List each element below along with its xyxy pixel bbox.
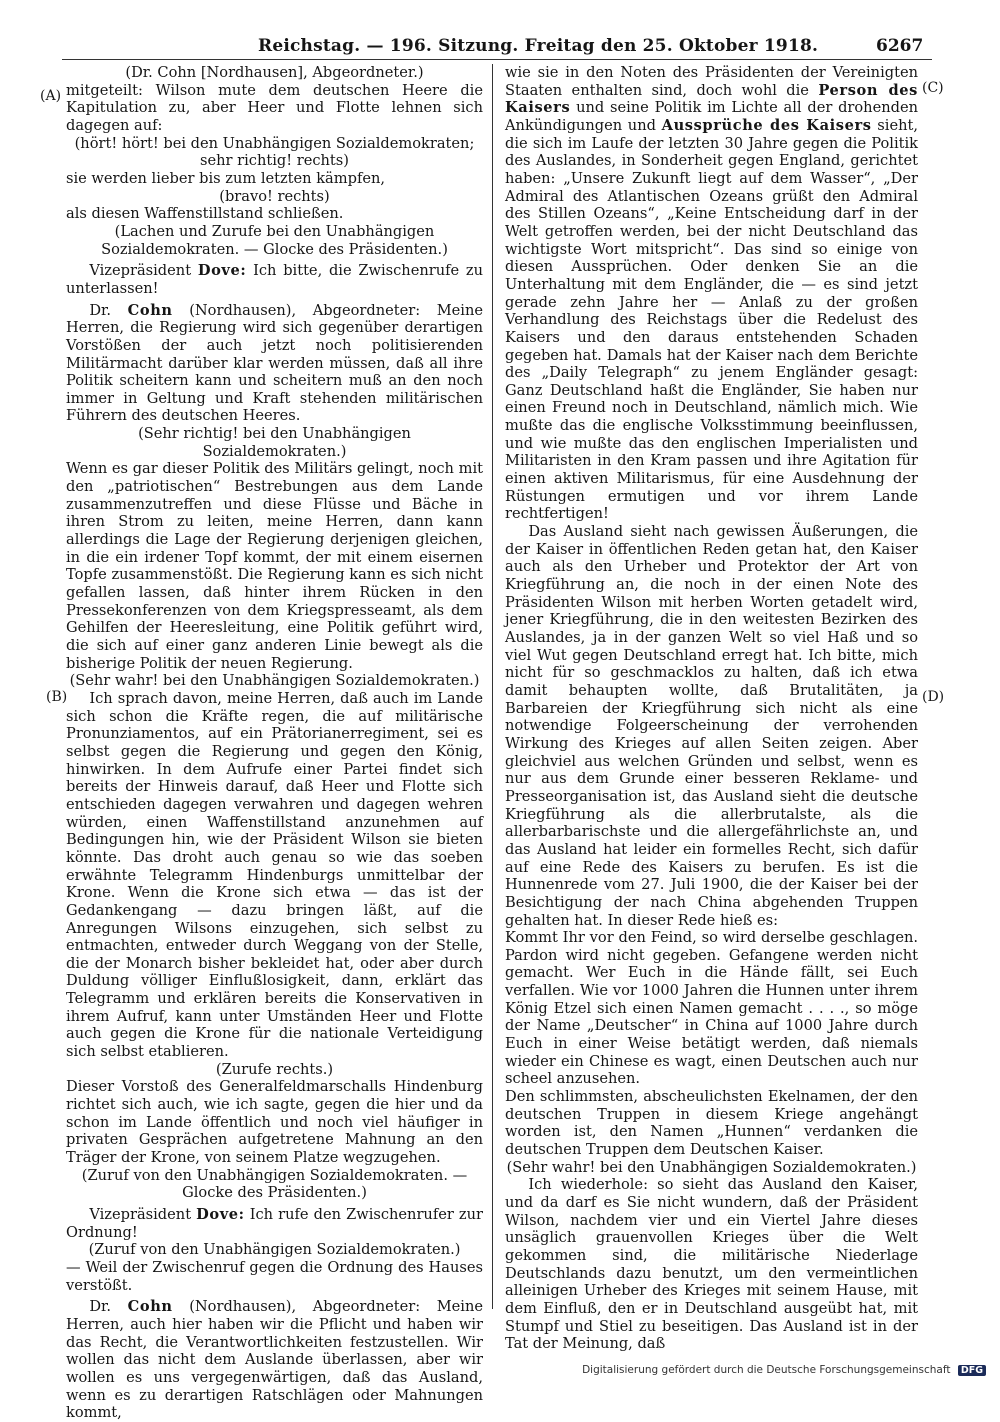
title: Dr. [89, 1298, 128, 1316]
speaker-continuation: (Dr. Cohn [Nordhausen], Abgeordneter.) [125, 64, 424, 81]
text-run: und seine Politik im Lichte all der drohenden Ankündigungen und [505, 99, 918, 134]
paragraph: Ich sprach davon, meine Herren, daß auch im Lande sich schon die Kräfte regen, die auf militärische Pronunziamentos, auf ein Prätorianerregiment, sei es selbst gegen die Regierung und gegen den König, hinwirken. In dem Aufrufe einer Partei findet sich bereits der Hinweis darauf, daß Heer und Flotte sich entschieden dagegen verwahren und dagegen wehren würden, einen Waffenstillstand anzunehmen auf Bedingungen hin, wie der Präsident Wilson sie bieten könnte. Das droht auch genau so wie das soeben erwähnte Telegramm Hindenburgs unmittelbar der Krone. Wenn die Krone sich etwa — das ist der Gedankengang — dazu bringen läßt, auf die Anregungen Wilsons einzugehen, sich selbst zu entmachten, entweder durch Weggang von der Stelle, die der Monarch bisher bekleidet hat, oder aber durch Duldung völliger Einflußlosigkeit, dann, erklärt das Telegramm und erklären bereits die Konservativen in ihrem Aufruf, kann unter Umständen Heer und Flotte auch gegen die Krone für die nationale Verteidigung sich selbst etablieren. [66, 689, 483, 1061]
text-run: sieht, die sich im Laufe der letzten 30 Jahre gegen die Politik des Auslandes, in Sonderheit gegen England, gerichtet haben: „Unsere Zukunft liegt auf dem Wasser“, „Der Admiral des Atlantischen Ozeans grüßt den Admiral des Stillen Ozeans“, „Keine Entscheidung darf in der Welt getroffen werden, bei der nicht Deutschland das wichtigste Wort mitspricht“. Das sind so einige von diesen Aussprüchen. Oder denken Sie an die Unterhaltung mit dem Engländer, die — es sind jetzt gerade zehn Jahre her — Anlaß zu der großen Verhandlung des Reichstags über die Redelust des Kaisers und den daraus entstehenden Schaden gegeben hat. Damals hat der Kaiser nach dem Berichte des „Daily Telegraph“ zu jenem Engländer gesagt: Ganz Deutschland haßt die Engländer, Sie haben nur einen Freund noch in Deutschland, nämlich mich. Wie mußte das die englische Volksstimmung beeinflussen, und wie mußte das den englischen Imperialisten und Militaristen in den Kram passen und ihre Agitation für einen aktiven Militarismus, für eine Ausdehnung der Rüstungen ermutigen und vor ihrem Lande rechtfertigen! [505, 116, 918, 523]
speaker-name: Cohn [127, 1298, 173, 1316]
interjection: (Zurufe rechts.) [215, 1060, 334, 1078]
role: Vizepräsident [89, 262, 198, 280]
margin-marker-c: (C) [922, 80, 944, 96]
paragraph [505, 64, 918, 523]
speech-text: (Nordhausen), Abgeordneter: Meine Herren, die Regierung wird sich gegenüber derartigen Vorstößen der auch jetzt noch politisierenden Militärmacht darüber klar werden müssen, daß all ihre Politik scheitern kann und scheitern muß an den noch immer in Geltung und Kraft stehenden militärischen Führern des deutschen Heeres. [66, 301, 483, 425]
paragraph: sie werden lieber bis zum letzten kämpfen, [66, 169, 386, 187]
speech-paragraph [66, 1298, 483, 1422]
paragraph: als diesen Waffenstillstand schließen. [66, 205, 344, 223]
running-header: Reichstag. — 196. Sitzung. Freitag den 25. Oktober 1918. [258, 36, 819, 56]
paragraph: Wenn es gar dieser Politik des Militärs gelingt, noch mit den „patriotischen“ Bestrebungen aus dem Lande zusammenzutreffen und diese Flüsse und Bäche in ihren Strom zu leiten, meine Herren, dann kann allerdings die Lage der Regierung derjenigen gleichen, in die ein irdener Topf kommt, der mit einem eisernen Topfe zusammenstößt. Die Regierung kann es sich nicht gefallen lassen, daß hinter ihrem Rücken in den Pressekonferenzen von dem Kriegspresseamt, als dem Gehilfen der Heeresleitung, eine Politik geführt wird, die sich auf einer ganz anderen Linie bewegt als die bisherige Politik der neuen Regierung. [66, 460, 483, 672]
header-rule [62, 59, 932, 60]
interjection: (Sehr wahr! bei den Unabhängigen Sozialdemokraten.) [506, 1158, 917, 1176]
interjection: (hört! hört! bei den Unabhängigen Sozialdemokraten; sehr richtig! rechts) [74, 134, 475, 170]
interjection: (Zuruf von den Unabhängigen Sozialdemokraten.) [88, 1241, 461, 1259]
margin-marker-b: (B) [46, 689, 68, 705]
interjection: (bravo! rechts) [219, 187, 330, 205]
column-rule [492, 64, 493, 1309]
speech-text: (Nordhausen), Abgeordneter: Meine Herren, auch hier haben wir die Pflicht und haben wir das Recht, die Verantwortlichkeiten festzustellen. Wir wollen das nicht dem Auslande überlassen, aber wir wollen es uns vergegenwärtigen, daß das Ausland, wenn es zu derartigen Ratschlägen oder Mahnungen kommt, [66, 1298, 483, 1422]
interjection: (Zuruf von den Unabhängigen Sozialdemokraten. — Glocke des Präsidenten.) [81, 1166, 468, 1202]
speech-paragraph [66, 1206, 483, 1241]
emphasis: Person des Kaisers [505, 81, 919, 117]
footer-text: Digitalisierung gefördert durch die Deutsche Forschungsgemeinschaft [582, 1364, 951, 1376]
left-column [66, 64, 483, 1422]
paragraph: mitgeteilt: Wilson mute dem deutschen Heere die Kapitulation zu, aber Heer und Flotte lehnen sich dagegen auf: [66, 81, 483, 134]
speaker-name: Cohn [127, 301, 173, 319]
interjection: (Sehr wahr! bei den Unabhängigen Sozialdemokraten.) [69, 672, 480, 690]
paragraph: — Weil der Zwischenruf gegen die Ordnung des Hauses verstößt. [66, 1258, 483, 1294]
dfg-logo-icon: DFG [958, 1365, 986, 1376]
interjection: (Lachen und Zurufe bei den Unabhängigen Sozialdemokraten. — Glocke des Präsidenten.) [101, 222, 448, 258]
title: Dr. [89, 301, 128, 319]
page-number: 6267 [876, 36, 924, 56]
role: Vizepräsident [89, 1206, 197, 1223]
speech-paragraph [66, 262, 483, 297]
interjection: (Sehr richtig! bei den Unabhängigen Sozialdemokraten.) [138, 425, 411, 460]
speech-text: Ich rufe den Zwischenrufer zur Ordnung! [66, 1206, 483, 1241]
footer-credit [582, 1364, 986, 1376]
right-column [505, 64, 918, 1353]
paragraph: Das Ausland sieht nach gewissen Äußerungen, die der Kaiser in öffentlichen Reden getan hat, den Kaiser auch als den Urheber und Protektor der Art von Kriegführung an, die noch in der einen Note des Präsidenten Wilson mit herben Worten getadelt wird, jener Kriegführung, die in den weitesten Bezirken des Auslandes, ja in der ganzen Welt so viel Haß und so viel Wut gegen Deutschland erregt hat. Ich bitte, mich nicht für so geschmacklos zu halten, daß ich etwa damit behaupten wollte, daß Brutalitäten, ja Barbareien der Kriegführung sich nicht als eine notwendige Folgeerscheinung der verrohenden Wirkung des Krieges auf allen Seiten zeigen. Aber gleichviel aus welchen Gründen und selbst, wenn es nur aus dem Grunde einer besseren Reklame- und Presseorganisation ist, das Ausland sieht die deutsche Kriegführung als die allerbrutalste, als die allerbarbarischste und die allergefährlichste an, und das Ausland hat leider ein formelles Recht, sich dafür auf eine Rede des Kaisers zu berufen. Es ist die Hunnenrede vom 27. Juli 1900, die der Kaiser bei der Besichtigung der nach China abgehenden Truppen gehalten hat. In dieser Rede hieß es: [505, 523, 918, 929]
speaker-name: Dove: [196, 1206, 245, 1223]
speaker-name: Dove: [197, 262, 247, 280]
paragraph: Dieser Vorstoß des Generalfeldmarschalls Hindenburg richtet sich auch, wie ich sagte, gegen die hier und da schon im Lande öffentlich und noch viel häufiger in privaten Gesprächen aufgetretene Mahnung an den Träger der Krone, von seinem Platze wegzugehen. [66, 1078, 483, 1167]
margin-marker-d: (D) [922, 689, 945, 705]
emphasis: Aussprüche des Kaisers [661, 116, 872, 134]
text-run: wie sie in den Noten des Präsidenten der Vereinigten Staaten enthalten sind, doch wohl die [505, 64, 918, 99]
paragraph: Den schlimmsten, abscheulichsten Ekelnamen, der den deutschen Truppen in diesem Kriege angehängt worden ist, den Namen „Hunnen“ verdanken die deutschen Truppen dem Deutschen Kaiser. [505, 1088, 918, 1159]
paragraph: Ich wiederhole: so sieht das Ausland den Kaiser, und da darf es Sie nicht wundern, daß der Präsident Wilson, nachdem vier und ein Viertel Jahre dieses unsäglich grauenvollen Krieges über die Welt gekommen sind, die militärische Niederlage Deutschlands dazu benutzt, um den vermeintlichen alleinigen Urheber des Krieges mit seinem Hause, mit dem Einfluß, den er in Deutschland ausgeübt hat, mit Stumpf und Stiel zu beseitigen. Das Ausland ist in der Tat der Meinung, daß [505, 1176, 918, 1353]
speech-text: Ich bitte, die Zwischenrufe zu unterlassen! [66, 262, 483, 297]
margin-marker-a: (A) [40, 88, 62, 104]
block-quote: Kommt Ihr vor den Feind, so wird derselbe geschlagen. Pardon wird nicht gegeben. Gefangene werden nicht gemacht. Wer Euch in die Hände fällt, sei Euch verfallen. Wie vor 1000 Jahren die Hunnen unter ihrem König Etzel sich einen Namen gemacht . . . ., so möge der Name „Deutscher“ in China auf 1000 Jahre durch Euch in einer Weise betätigt werden, daß niemals wieder ein Chinese es wagt, einen Deutschen auch nur scheel anzusehen. [505, 929, 918, 1088]
speech-paragraph [66, 302, 483, 426]
